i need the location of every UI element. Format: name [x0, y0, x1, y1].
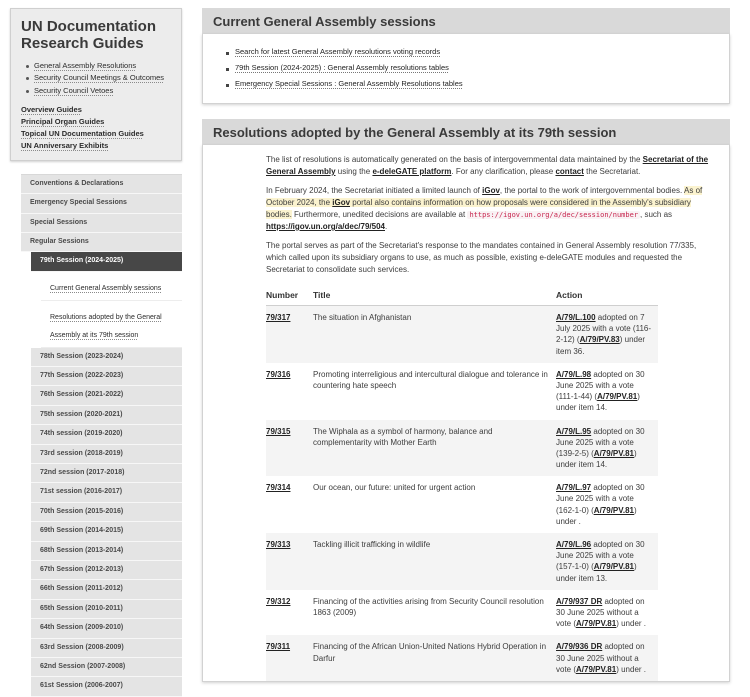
resolution-action-cell: [556, 590, 658, 636]
paragraph-2-text: As of October 2024, the: [266, 186, 703, 207]
resolutions-table: [266, 285, 658, 681]
sidebar-sub-item: [41, 301, 182, 348]
guide-quick-link[interactable]: General Assembly Resolutions: [34, 60, 137, 70]
resolution-number-cell: [266, 420, 313, 477]
action-text: adopted on 30 June 2025 with a vote (157-1-0) (: [556, 540, 645, 572]
paragraph-1-text: using the: [335, 167, 373, 176]
session-link-item: [225, 44, 715, 60]
table-row: [266, 363, 658, 420]
action-link[interactable]: A/79/PV.81: [576, 619, 617, 629]
action-link[interactable]: A/79/PV.81: [593, 448, 634, 458]
table-row: [266, 635, 658, 681]
resolution-number-link[interactable]: 79/311: [266, 642, 291, 652]
resolution-title-cell: Tackling illicit trafficking in wildlife: [313, 540, 431, 549]
action-text: ) under item 36.: [556, 335, 646, 356]
sidebar-nav-item[interactable]: 71st session (2016-2017): [31, 483, 182, 502]
resolution-action-cell: [556, 476, 658, 533]
resolution-number-link[interactable]: 79/314: [266, 483, 291, 493]
action-link[interactable]: A/79/936 DR: [556, 642, 603, 652]
action-link[interactable]: A/79/L.98: [556, 369, 592, 379]
guide-quick-link-item: [25, 60, 171, 73]
resolution-number-cell: [266, 533, 313, 590]
action-text: ) under item 14.: [556, 392, 640, 413]
resolutions-paragraph: [266, 154, 709, 178]
paragraph-1-link[interactable]: e-deleGATE platform: [372, 167, 452, 176]
sidebar-sub-link[interactable]: Resolutions adopted by the General Assembly at its 79th session: [50, 313, 162, 339]
column-header-title: Title: [313, 285, 556, 306]
action-text: adopted on 30 June 2025 with a vote (162-1-0) (: [556, 483, 645, 515]
sidebar-nav-item[interactable]: 78th Session (2023-2024): [31, 348, 182, 367]
resolution-title-cell: Financing of the African Union-United Nations Hybrid Operation in Darfur: [313, 642, 547, 663]
resolutions-body: [202, 145, 730, 682]
sidebar-nav-item[interactable]: 74th session (2019-2020): [31, 425, 182, 444]
action-text: adopted on 30 June 2025 without a vote (: [556, 642, 645, 674]
action-text: ) under .: [616, 619, 646, 629]
sidebar-nav-item[interactable]: 61st Session (2006-2007): [31, 677, 182, 696]
resolutions-paragraph: [266, 185, 709, 233]
sidebar-nav: [21, 174, 182, 697]
column-header-action: Action: [556, 285, 658, 306]
resolution-action-cell: [556, 635, 658, 681]
action-link[interactable]: A/79/L.100: [556, 313, 596, 322]
paragraph-2-text: .: [385, 222, 388, 231]
action-text: adopted on 30 June 2025 with a vote (111-1-44) (: [556, 369, 645, 402]
sidebar-nav-item[interactable]: 75th session (2020-2021): [31, 406, 182, 425]
guide-category-link[interactable]: Overview Guides: [21, 104, 82, 114]
session-link[interactable]: 79th Session (2024-2025) : General Assembly resolutions tables: [235, 63, 449, 72]
guide-category-link[interactable]: Topical UN Documentation Guides: [21, 128, 144, 138]
sidebar-nav-item[interactable]: 73rd session (2018-2019): [31, 445, 182, 464]
paragraph-1-text: . For any clarification, please: [451, 167, 556, 176]
action-link[interactable]: A/79/L.97: [556, 483, 592, 493]
current-sessions-panel: [202, 8, 730, 104]
table-row: [266, 306, 658, 363]
resolutions-panel: [202, 119, 730, 682]
session-link-item: [225, 76, 715, 92]
resolution-action-cell: [556, 533, 658, 590]
current-sessions-links: [203, 34, 729, 103]
paragraph-1-text: the Secretariat.: [583, 167, 641, 176]
session-link-item: [225, 60, 715, 76]
sidebar-nav-item[interactable]: Conventions & Declarations: [21, 175, 182, 194]
guide-quick-link[interactable]: Security Council Vetoes: [34, 86, 114, 95]
paragraph-2-link[interactable]: iGov: [332, 198, 351, 207]
action-text: ) under .: [616, 664, 646, 674]
guide-header-box: [10, 8, 182, 161]
sidebar-nav-item[interactable]: 77th Session (2022-2023): [31, 367, 182, 386]
paragraph-2-text: portal also contains information on how proposals were considered in the Assembly's subsidiary bodies.: [266, 198, 691, 219]
resolution-action-cell: [556, 306, 658, 363]
sidebar-nav-item[interactable]: Regular Sessions: [21, 233, 182, 252]
paragraph-2-text: , such as: [640, 210, 673, 219]
sidebar-nav-item[interactable]: 67th Session (2012-2013): [31, 561, 182, 580]
resolution-title-cell: Our ocean, our future: united for urgent action: [313, 483, 476, 493]
action-text: ) under item 14.: [556, 448, 637, 470]
current-sessions-title: Current General Assembly sessions: [202, 8, 730, 34]
action-text: ) under item 13.: [556, 562, 637, 583]
sidebar-nav-item[interactable]: 70th Session (2015-2016): [31, 503, 182, 522]
sidebar-nav-item[interactable]: 69th Session (2014-2015): [31, 522, 182, 541]
guide-quick-link-item: [25, 85, 171, 98]
resolution-number-link[interactable]: 79/313: [266, 540, 291, 549]
resolution-title-cell: The situation in Afghanistan: [313, 313, 412, 322]
action-link[interactable]: A/79/L.96: [556, 540, 592, 549]
sidebar-nav-item[interactable]: 64th Session (2009-2010): [31, 619, 182, 638]
paragraph-2-text: , the portal to the work of intergovernmental bodies.: [499, 186, 685, 195]
action-link[interactable]: A/79/PV.81: [593, 562, 634, 572]
session-link[interactable]: Emergency Special Sessions : General Assembly Resolutions tables: [235, 79, 463, 88]
paragraph-2-code: https://igov.un.org/a/dec/session/number: [469, 211, 639, 219]
table-row: [266, 533, 658, 590]
resolutions-title: Resolutions adopted by the General Assembly at its 79th session: [202, 119, 730, 145]
action-link[interactable]: A/79/PV.81: [597, 392, 638, 402]
sidebar-nav-item[interactable]: 76th Session (2021-2022): [31, 386, 182, 405]
paragraph-2-text: In February 2024, the Secretariat initiated a limited launch of: [266, 186, 483, 195]
resolution-number-cell: [266, 476, 313, 533]
resolution-number-link[interactable]: 79/317: [266, 313, 291, 322]
paragraph-1-link[interactable]: Secretariat of the General Assembly: [266, 155, 709, 176]
guide-category-link[interactable]: UN Anniversary Exhibits: [21, 140, 109, 150]
sidebar-nav-item[interactable]: 72nd session (2017-2018): [31, 464, 182, 483]
sidebar-sub-item: [41, 272, 182, 301]
resolutions-paragraphs: [266, 154, 709, 276]
resolution-number-link[interactable]: 79/312: [266, 596, 291, 606]
sidebar-nav-item[interactable]: 66th Session (2011-2012): [31, 580, 182, 599]
paragraph-2-link[interactable]: iGov: [482, 186, 500, 195]
paragraph-2-text: Furthermore, unedited decisions are available at: [291, 210, 468, 219]
action-link[interactable]: A/79/937 DR: [556, 596, 603, 606]
guide-quick-link-item: [25, 72, 171, 85]
resolutions-paragraph: [266, 240, 709, 276]
main-content: [202, 8, 730, 697]
paragraph-3-text: The portal serves as part of the Secretariat's response to the mandates contained in General Assembly resolution 77/335, which called upon its subsidiary organs to use, as much as possible, existing e-deleGATE modules and requested the Secretariat to consolidate such services.: [266, 241, 697, 274]
sidebar-nav-item[interactable]: 62nd Session (2007-2008): [31, 658, 182, 677]
sidebar-nav-item[interactable]: Special Sessions: [21, 214, 182, 233]
sidebar: [10, 8, 182, 697]
resolution-number-cell: [266, 590, 313, 636]
resolution-number-cell: [266, 306, 313, 363]
action-text: adopted on 7 July 2025 with a vote (116-2-12) (: [556, 313, 652, 345]
sidebar-nav-item[interactable]: 65th Session (2010-2011): [31, 600, 182, 619]
sidebar-nav-item[interactable]: Emergency Special Sessions: [21, 194, 182, 213]
column-header-number: Number: [266, 285, 313, 306]
paragraph-2-link[interactable]: https://igov.un.org/a/dec/79/504: [266, 222, 385, 231]
sidebar-item-active[interactable]: 79th Session (2024-2025): [31, 252, 182, 271]
action-text: adopted on 30 June 2025 without a vote (: [556, 596, 645, 629]
resolution-number-link[interactable]: 79/316: [266, 369, 291, 379]
guide-title: UN Documentation Research Guides: [21, 18, 156, 53]
paragraph-1-text: The list of resolutions is automatically generated on the basis of intergovernmental data maintained by the: [266, 155, 643, 164]
session-link[interactable]: Search for latest General Assembly resolutions voting records: [235, 47, 441, 56]
sidebar-nav-item[interactable]: 68th Session (2013-2014): [31, 542, 182, 561]
guide-category-link[interactable]: Principal Organ Guides: [21, 116, 105, 126]
guide-quick-links: [25, 60, 171, 98]
resolution-number-cell: [266, 363, 313, 420]
resolution-number-cell: [266, 635, 313, 681]
table-header-row: [266, 285, 658, 306]
table-row: [266, 590, 658, 636]
resolution-action-cell: [556, 420, 658, 477]
sidebar-nav-item[interactable]: 63rd Session (2008-2009): [31, 639, 182, 658]
current-sessions-body: [202, 34, 730, 104]
action-text: adopted on 30 June 2025 with a vote (139-2-5) (: [556, 426, 645, 458]
guide-quick-link[interactable]: Security Council Meetings & Outcomes: [34, 73, 165, 83]
resolution-title-cell: Financing of the activities arising from Security Council resolution 1863 (2009): [313, 596, 544, 617]
guide-category-links: [21, 104, 171, 152]
resolution-title-cell: Promoting interreligious and intercultural dialogue and tolerance in countering hate speech: [313, 369, 548, 390]
resolution-action-cell: [556, 363, 658, 420]
action-link[interactable]: A/79/PV.83: [579, 335, 620, 345]
action-text: ) under .: [556, 505, 637, 526]
table-row: [266, 476, 658, 533]
resolution-title-cell: The Wiphala as a symbol of harmony, balance and complementarity with Mother Earth: [313, 426, 493, 447]
table-row: [266, 420, 658, 477]
action-link[interactable]: A/79/PV.81: [576, 664, 617, 674]
action-link[interactable]: A/79/L.95: [556, 426, 592, 436]
sidebar-sub-link[interactable]: Current General Assembly sessions: [50, 284, 162, 292]
action-link[interactable]: A/79/PV.81: [593, 505, 634, 515]
paragraph-1-link[interactable]: contact: [555, 167, 584, 176]
resolution-number-link[interactable]: 79/315: [266, 426, 291, 436]
